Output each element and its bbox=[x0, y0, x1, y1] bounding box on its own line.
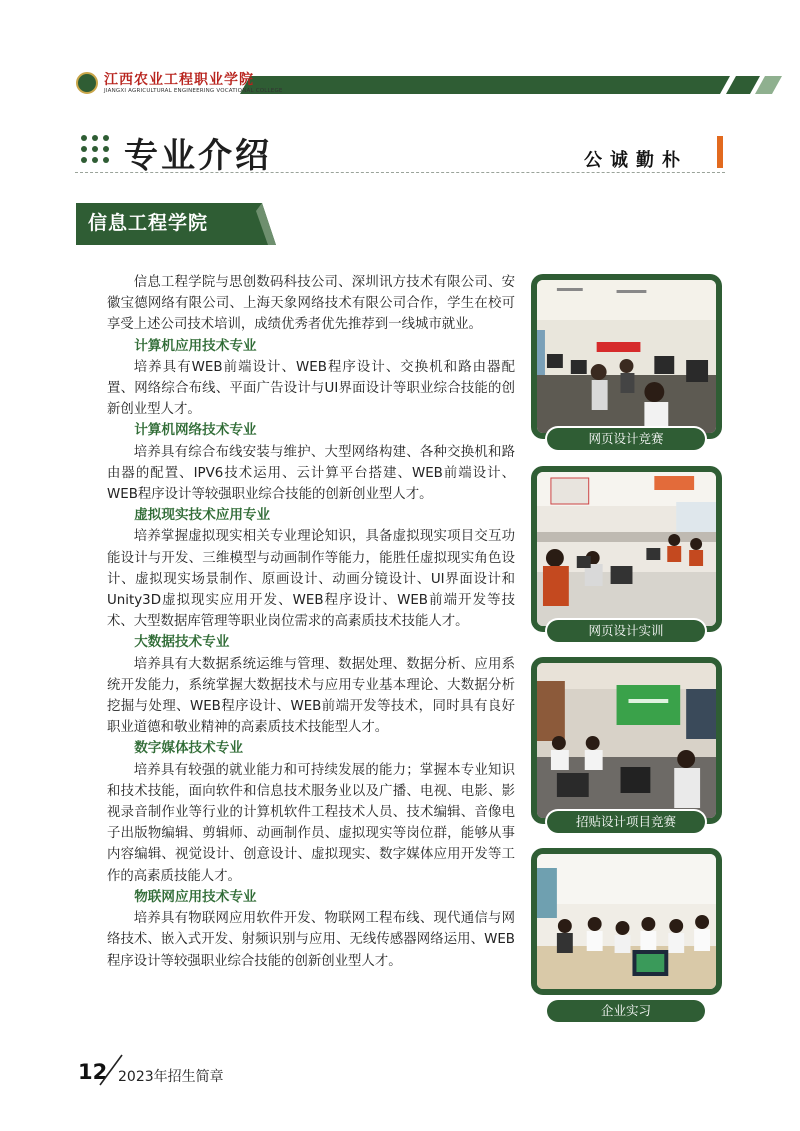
major-title-digital-media: 数字媒体技术专业 bbox=[134, 740, 243, 757]
major-desc-iot: 培养具有物联网应用软件开发、物联网工程布线、现代通信与网络技术、嵌入式开发、射频识别与应用、无线传感器网络运用、WEB程序设计等较强职业综合技能的创新创业型人才。 bbox=[107, 911, 515, 969]
photo-caption-3: 招贴设计项目竞赛 bbox=[547, 811, 705, 833]
photo-caption-1: 网页设计竞赛 bbox=[547, 428, 705, 450]
major-title-computer-network: 计算机网络技术专业 bbox=[134, 422, 257, 439]
photo-frame-1 bbox=[531, 274, 722, 439]
major-title-virtual-reality: 虚拟现实技术应用专业 bbox=[134, 507, 271, 524]
major-desc-computer-application: 培养具有WEB前端设计、WEB程序设计、交换机和路由器配置、网络综合布线、平面广告设计与UI界面设计等职业综合技能的创新创业型人才。 bbox=[107, 359, 515, 418]
photo-frame-3 bbox=[531, 657, 722, 824]
heading-divider bbox=[75, 172, 725, 173]
major-desc-big-data: 培养具有大数据系统运维与管理、数据处理、数据分析、应用系统开发能力，系统掌握大数据技术与应用专业基本理论、大数据分析挖掘与处理、WEB程序设计、WEB前端开发等技术，同时具有良好职业道德和敬业精神的高素质技术技能型人才。 bbox=[107, 656, 515, 736]
photo-caption-4: 企业实习 bbox=[547, 1000, 705, 1022]
photo-web-design-competition bbox=[537, 280, 716, 433]
photo-enterprise-internship bbox=[537, 854, 716, 989]
photo-frame-4 bbox=[531, 848, 722, 995]
page-number: 12 bbox=[78, 1060, 108, 1084]
major-title-big-data: 大数据技术专业 bbox=[134, 634, 230, 651]
school-name: 江西农业工程职业学院 bbox=[104, 72, 254, 88]
photo-frame-2 bbox=[531, 466, 722, 632]
major-desc-computer-network: 培养具有综合布线安装与维护、大型网络构建、各种交换机和路由器的配置、IPV6技术运用、云计算平台搭建、WEB前端设计、WEB程序设计等较强职业综合技能的创新创业型人才。 bbox=[107, 444, 515, 503]
school-logo bbox=[76, 72, 98, 94]
major-desc-virtual-reality: 培养掌握虚拟现实相关专业理论知识，具备虚拟现实项目交互功能设计与开发、三维模型与动画制作等能力，能胜任虚拟现实角色设计、虚拟现实场景制作、原画设计、动画分镜设计、UI界面设计和Unity3D虚拟现实应用开发、WEB程序设计、WEB前端开发等技术、大型数据库管理等职业岗位需求的高素质技术技能人才。 bbox=[107, 529, 515, 630]
motto-accent-bar bbox=[717, 136, 723, 168]
program-description bbox=[107, 272, 515, 972]
photo-caption-2: 网页设计实训 bbox=[547, 620, 705, 642]
photo-web-design-training bbox=[537, 472, 716, 626]
major-title-iot: 物联网应用技术专业 bbox=[134, 888, 257, 905]
school-motto: 公诚勤朴 bbox=[584, 150, 688, 171]
college-name: 信息工程学院 bbox=[88, 212, 209, 234]
major-title-computer-application: 计算机应用技术专业 bbox=[134, 337, 257, 354]
dots-grid-icon bbox=[80, 134, 110, 164]
school-name-english: JIANGXI AGRICULTURAL ENGINEERING VOCATIONAL COLLEGE bbox=[104, 88, 283, 94]
photo-poster-design-competition bbox=[537, 663, 716, 818]
major-desc-digital-media: 培养具有较强的就业能力和可持续发展的能力；掌握本专业知识和技术技能，面向软件和信息技术服务业以及广播、电视、电影、影视录音制作业等行业的计算机软件工程技术人员、技术编辑、音像电子出版物编辑、剪辑师、动画制作员、虚拟现实等岗位群，能够从事内容编辑、视觉设计、创意设计、虚拟现实、数字媒体应用开发等工作的高素质技能人才。 bbox=[107, 762, 515, 884]
intro-paragraph: 信息工程学院与思创数码科技公司、深圳讯方技术有限公司、安徽宝德网络有限公司、上海天象网络技术有限公司合作，学生在校可享受上述公司技术培训，成绩优秀者优先推荐到一线城市就业。 bbox=[107, 275, 515, 333]
page-title: 专业介绍 bbox=[124, 136, 272, 176]
booklet-title: 2023年招生简章 bbox=[118, 1069, 224, 1085]
